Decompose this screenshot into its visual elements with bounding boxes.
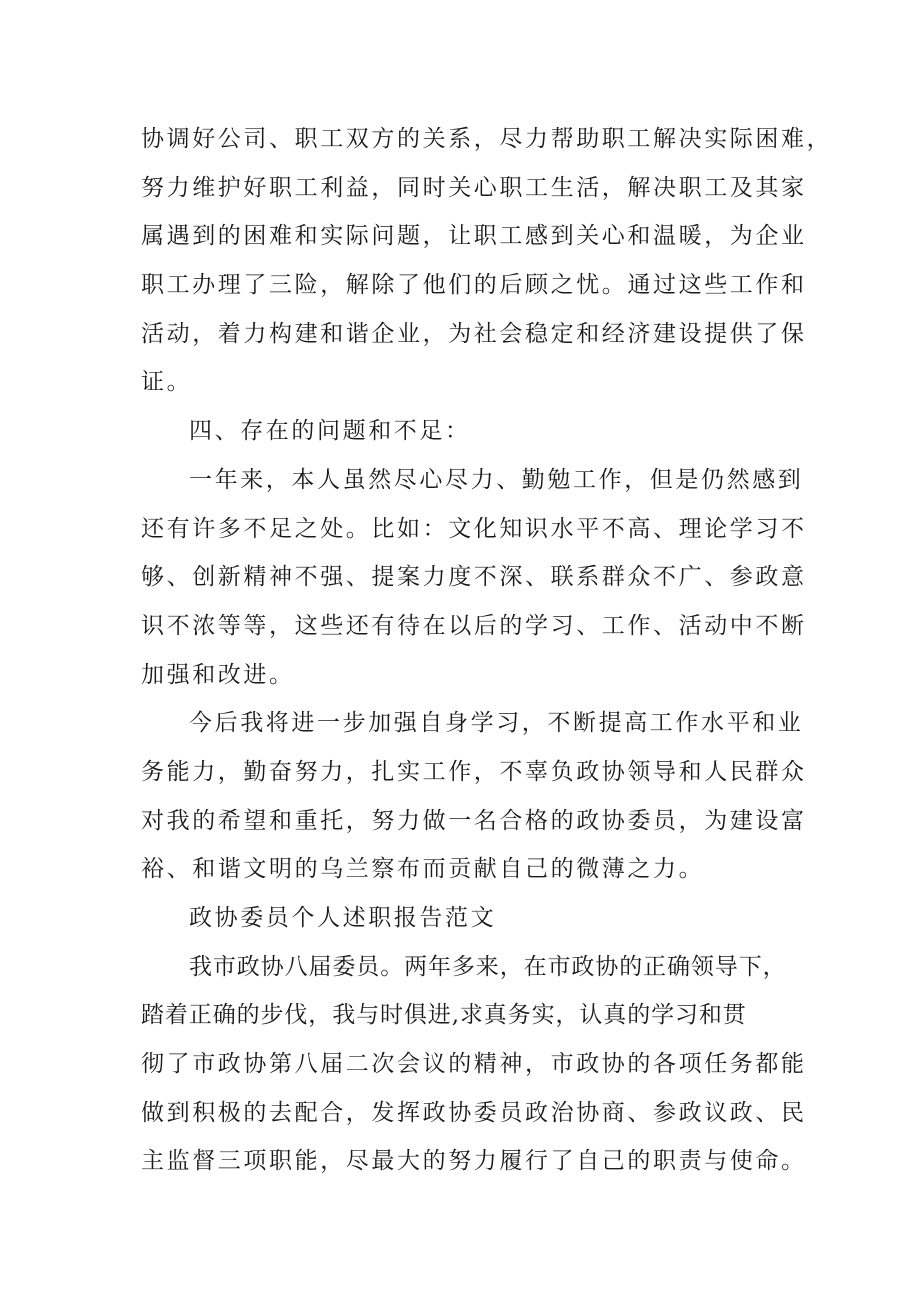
text-line: 对我的希望和重托，努力做一名合格的政协委员，为建设富 [141, 807, 807, 834]
text-line: 我市政协八届委员。两年多来，在市政协的正确领导下， [189, 953, 787, 980]
text-line: 一年来，本人虽然尽心尽力、勤勉工作，但是仍然感到 [189, 466, 804, 493]
text-line: 今后我将进一步加强自身学习，不断提高工作水平和业 [189, 710, 804, 737]
section-heading: 四、存在的问题和不足： [189, 418, 471, 445]
text-line: 努力维护好职工利益，同时关心职工生活，解决职工及其家 [141, 174, 807, 201]
text-line: 彻了市政协第八届二次会议的精神，市政协的各项任务都能 [141, 1051, 807, 1078]
text-line: 务能力，勤奋努力，扎实工作，不辜负政协领导和人民群众 [141, 758, 807, 785]
text-line: 做到积极的去配合，发挥政协委员政治协商、参政议政、民 [141, 1099, 807, 1126]
text-line: 还有许多不足之处。比如：文化知识水平不高、理论学习不 [141, 515, 807, 542]
text-line: 职工办理了三险，解除了他们的后顾之忧。通过这些工作和 [141, 272, 807, 299]
text-line: 踏着正确的步伐，我与时俱进,求真务实，认真的学习和贯 [141, 1002, 747, 1029]
body-text [141, 124, 833, 1195]
text-line: 活动，着力构建和谐企业，为社会稳定和经济建设提供了保 [141, 320, 807, 347]
text-line: 证。 [141, 369, 193, 396]
text-line: 够、创新精神不强、提案力度不深、联系群众不广、参政意 [141, 564, 807, 591]
text-line: 裕、和谐文明的乌兰察布而贡献自己的微薄之力。 [141, 856, 705, 883]
text-line: 协调好公司、职工双方的关系，尽力帮助职工解决实际困难， [141, 126, 833, 152]
text-line: 加强和改进。 [141, 661, 295, 688]
text-line: 属遇到的困难和实际问题，让职工感到关心和温暖，为企业 [141, 223, 807, 250]
text-line: 主监督三项职能，尽最大的努力履行了自己的职责与使命。 [141, 1148, 807, 1175]
document-title: 政协委员个人述职报告范文 [189, 905, 497, 931]
text-line: 识不浓等等，这些还有待在以后的学习、工作、活动中不断 [141, 612, 807, 639]
